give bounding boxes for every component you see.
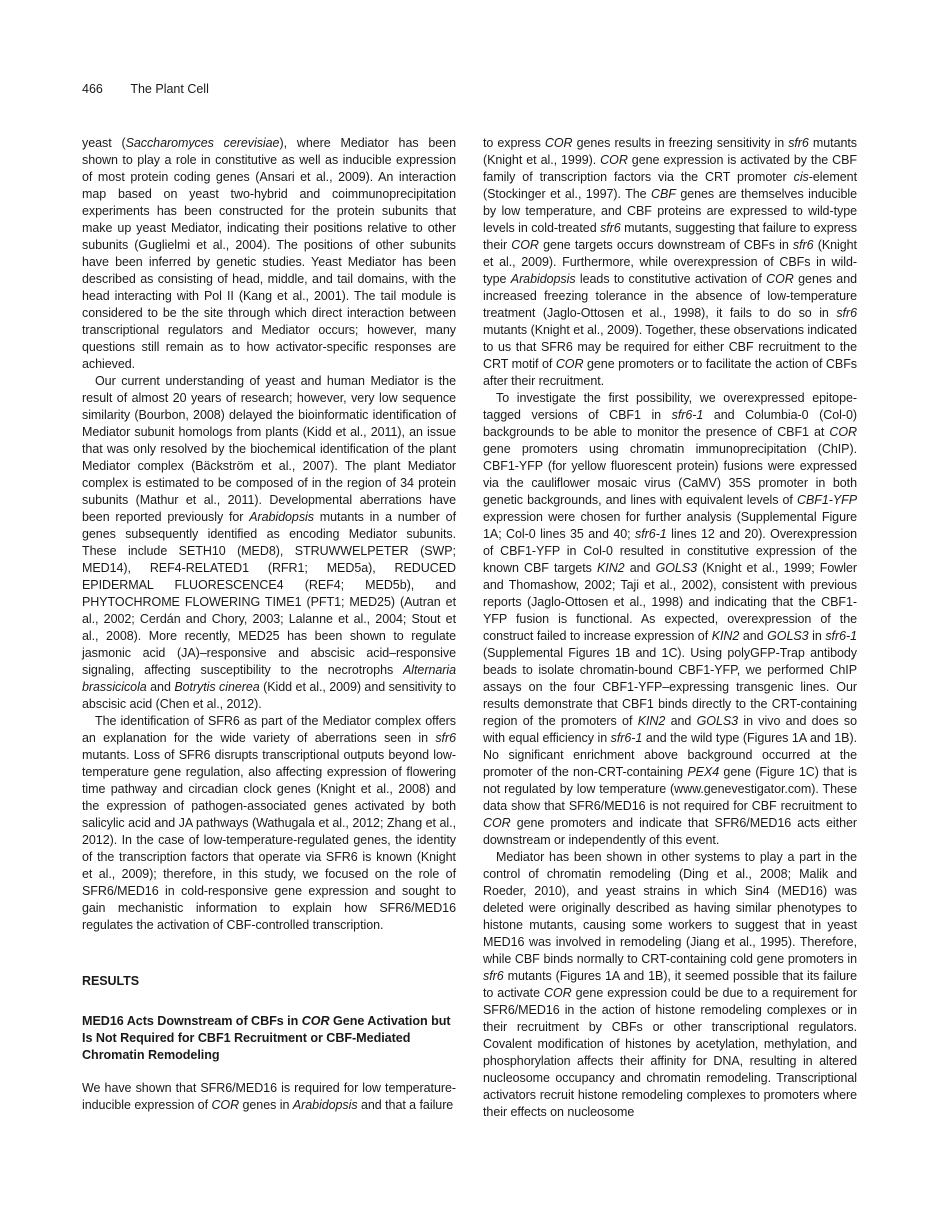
page-number: 466 [82, 82, 103, 96]
results-heading: RESULTS [82, 974, 140, 988]
body-paragraph: yeast (Saccharomyces cerevisiae), where Mediator has been shown to play a role in constitutive as well as inducible expression of most protein coding genes (Ansari et al., 2009). An interaction map based on yeast two-hybrid and coimmunoprecipitation experiments has been constructed for the protein subunits that make up yeast Mediator, indicating their positions relative to other subunits (Guglielmi et al., 2004). The positions of other subunits have been inferred by genetic studies. Yeast Mediator has been described as consisting of head, middle, and tail domains, with the head interacting with Pol II (Kang et al., 2001). The tail module is considered to be the site through which direct interaction between transcriptional regulators and Mediator occurs; however, many questions still remain as to how activator-specific responses are achieved. [82, 136, 456, 371]
right-column [483, 135, 857, 1121]
body-paragraph: Mediator has been shown in other systems to play a part in the control of chromatin remodeling (Ding et al., 2008; Malik and Roeder, 2010), and yeast strains in which Sin4 (MED16) was deleted were originally described as having similar phenotypes to histone mutants, causing some workers to suggest that in yeast MED16 was involved in remodeling (Jiang et al., 1995). Therefore, while CBF binds normally to CRT-containing cold gene promoters in sfr6 mutants (Figures 1A and 1B), it seemed possible that its failure to activate COR gene expression could be due to a requirement for SFR6/MED16 in the action of histone remodeling complexes or in their recruitment by CBFs or other transcriptional regulators. Covalent modification of histones by acetylation, methylation, and phosphorylation affects their affinity for DNA, resulting in altered nucleosome occupancy and chromatin remodeling. Transcriptional activators recruit histone remodeling complexes to promoters where their effects on nucleosome [483, 850, 857, 1119]
body-paragraph: The identification of SFR6 as part of the Mediator complex offers an explanation for the wide variety of aberrations seen in sfr6 mutants. Loss of SFR6 disrupts transcriptional outputs beyond low-temperature gene regulation, also affecting expression of flowering time pathway and circadian clock genes (Knight et al., 2008) and the expression of pathogen-associated genes activated by both salicylic acid and JA pathways (Wathugala et al., 2012; Zhang et al., 2012). In the case of low-temperature-regulated genes, the identity of the transcription factors that operate via SFR6 is known (Knight et al., 2009); therefore, in this study, we focused on the role of SFR6/MED16 in cold-responsive gene expression and sought to gain mechanistic information to explain how SFR6/MED16 regulates the activation of CBF-controlled transcription. [82, 714, 456, 932]
body-paragraph: We have shown that SFR6/MED16 is required for low temperature-inducible expression of COR genes in Arabidopsis and that a failure [82, 1081, 456, 1112]
journal-title: The Plant Cell [130, 82, 209, 96]
subsection-heading: MED16 Acts Downstream of CBFs in COR Gene Activation but Is Not Required for CBF1 Recruitment or CBF-Mediated Chromatin Remodeling [82, 1014, 451, 1062]
body-paragraph: Our current understanding of yeast and human Mediator is the result of almost 20 years of research; however, very low sequence similarity (Bourbon, 2008) delayed the bioinformatic identification of Mediator subunit homologs from plants (Kidd et al., 2011), an issue that was only resolved by the biochemical identification of the plant Mediator complex (Bäckström et al., 2007). The plant Mediator complex is estimated to be composed of in the region of 34 protein subunits (Mathur et al., 2011). Developmental aberrations have been reported previously for Arabidopsis mutants in a number of genes subsequently identified as encoding Mediator subunits. These include SETH10 (MED8), STRUWWELPETER (SWP; MED14), REF4-RELATED1 (RFR1; MED5a), REDUCED EPIDERMAL FLUORESCENCE4 (REF4; MED5b), and PHYTOCHROME FLOWERING TIME1 (PFT1; MED25) (Autran et al., 2002; Cerdán and Chory, 2003; Lalanne et al., 2004; Stout et al., 2008). More recently, MED25 has been shown to regulate jasmonic acid (JA)–responsive and abscisic acid–responsive signaling, affecting susceptibility to the necrotrophs Alternaria brassicicola and Botrytis cinerea (Kidd et al., 2009) and sensitivity to abscisic acid (Chen et al., 2012). [82, 374, 457, 711]
left-column [82, 135, 456, 1114]
page-header [82, 82, 209, 97]
body-paragraph: to express COR genes results in freezing sensitivity in sfr6 mutants (Knight et al., 1999). COR gene expression is activated by the CBF family of transcription factors via the CRT promoter cis-element (Stockinger et al., 1997). The CBF genes are themselves inducible by low temperature, and CBF proteins are expressed to wild-type levels in cold-treated sfr6 mutants, suggesting that failure to express their COR gene targets occurs downstream of CBFs in sfr6 (Knight et al., 2009). Furthermore, while overexpression of CBFs in wild-type Arabidopsis leads to constitutive activation of COR genes and increased freezing tolerance in the absence of low-temperature treatment (Jaglo-Ottosen et al., 1998), it fails to do so in sfr6 mutants (Knight et al., 2009). Together, these observations indicated to us that SFR6 may be required for either CBF recruitment to the CRT motif of COR gene promoters or to facilitate the action of CBFs after their recruitment. [483, 136, 858, 388]
body-paragraph: To investigate the first possibility, we overexpressed epitope-tagged versions of CBF1 in sfr6-1 and Columbia-0 (Col-0) backgrounds to be able to monitor the presence of CBF1 at COR gene promoters using chromatin immunoprecipitation (ChIP). CBF1-YFP (for yellow fluorescent protein) fusions were expressed via the cauliflower mosaic virus (CaMV) 35S promoter in both genetic backgrounds, and lines with equivalent levels of CBF1-YFP expression were chosen for further analysis (Supplemental Figure 1A; Col-0 lines 35 and 40; sfr6-1 lines 12 and 20). Overexpression of CBF1-YFP in Col-0 resulted in constitutive expression of the known CBF targets KIN2 and GOLS3 (Knight et al., 1999; Fowler and Thomashow, 2002; Taji et al., 2002), consistent with previous reports (Jaglo-Ottosen et al., 1998) and indicating that the CBF1-YFP fusion is functional. As expected, overexpression of the construct failed to increase expression of KIN2 and GOLS3 in sfr6-1 (Supplemental Figures 1B and 1C). Using polyGFP-Trap antibody beads to isolate chromatin-bound CBF1-YFP, we performed ChIP assays on the four CBF1-YFP–expressing transgenic lines. Our results demonstrate that CBF1 binds directly to the CRT-containing region of the promoters of KIN2 and GOLS3 in vivo and does so with equal efficiency in sfr6-1 and the wild type (Figures 1A and 1B). No significant enrichment above background occurred at the promoter of the non-CRT-containing PEX4 gene (Figure 1C) that is not regulated by low temperature (www.genevestigator.com). These data show that SFR6/MED16 is not required for CBF recruitment to COR gene promoters and indicate that SFR6/MED16 acts either downstream or independently of this event. [483, 391, 857, 847]
